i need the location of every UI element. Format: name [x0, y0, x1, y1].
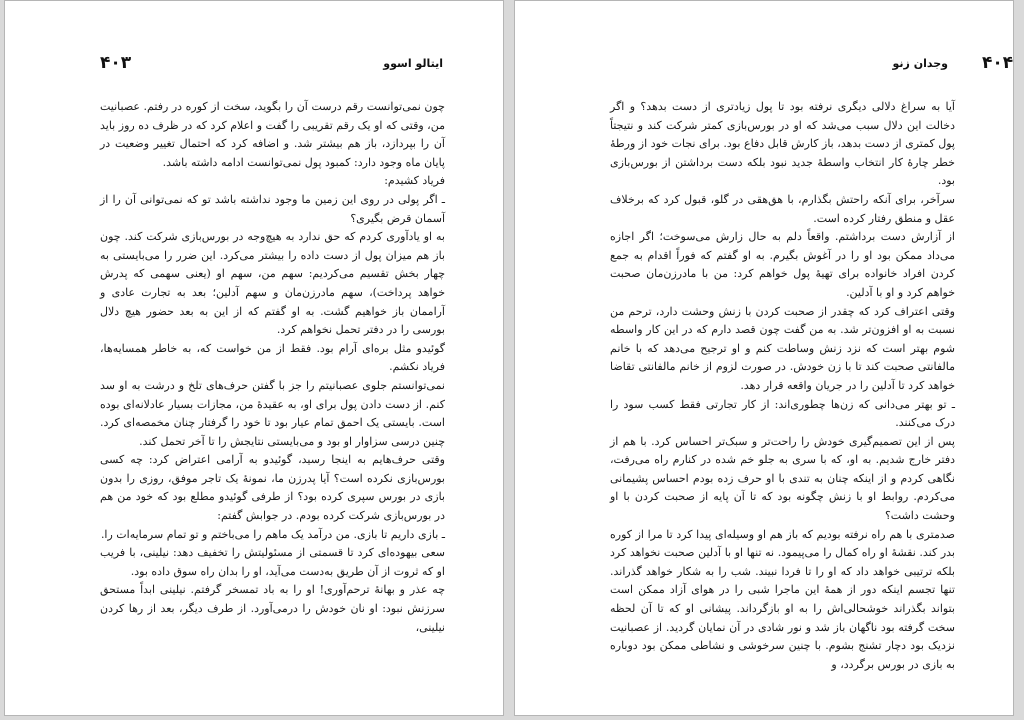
right-page-header [610, 53, 1014, 79]
paragraph: فریاد کشیدم: [384, 174, 445, 188]
paragraph: به او یادآوری کردم که حق ندارد به هیچ‌وجه در بورس‌بازی شرکت کند. چون باز هم میزان پول از دست داده را بیشتر می‌کرد. این ضرر را می‌بایستی به چهار بخش تقسیم می‌کردیم: سهم من، سهم او (یعنی سهمی که پدرش خواهد پرداخت)، سهم مادرزن‌مان و سهم آدلین؛ بعد به تجارت عادی و آراممان باز خواهیم گشت. به او گفتم که از این به بعد حضور هیچ دلال بورسی را در دفتر تحمل نخواهم کرد. [100, 230, 445, 337]
right-page [514, 0, 1014, 716]
paragraph: گوئیدو مثل بره‌ای آرام بود. فقط از من خواست که، به خاطر همسایه‌ها، فریاد نکشم. [100, 341, 445, 374]
paragraph: ـ اگر پولی در روی این زمین ما وجود نداشته باشد تو که نمی‌توانی آن را از آسمان قرض بگیری؟ [100, 192, 445, 225]
paragraph: چه عذر و بهانهٔ ترحم‌آوری! او را به باد تمسخر گرفتم. نیلینی ابداً مستحق سرزنش نبود: او نان خودش را درمی‌آورد. از طرف دیگر، بعد از رها کردن نیلینی، [100, 583, 445, 634]
right-page-body [610, 98, 955, 674]
right-running-title: وجدان زنو [892, 57, 948, 70]
paragraph: صدمتری با هم راه نرفته بودیم که باز هم او وسیله‌ای پیدا کرد تا مرا از کوره بدر کند. نقشهٔ او راه کمال را می‌پیمود. نه تنها او با آدلین صحبت نخواهد کرد بلکه ترتیبی خواهد داد که او را تا فردا نبیند. شب را به شکار خواهد گذراند. تنها تجسم اینکه دور از همهٔ این ماجرا شبی را در هوای آزاد ممکن است بتواند بگذراند خوشحالی‌اش را به او بازگرداند. پیشانی او که تا آن لحظه سخت گرفته بود ناگهان باز شد و نور شادی در آن نمایان گردید. از عصبانیت نزدیک بود دچار تشنج بشوم. با چنین سرخوشی و نشاطی ممکن بود دوباره به بازی در بورس برگردد، و [610, 527, 955, 671]
left-running-title: ایتالو اسوو [383, 57, 443, 70]
left-page-header [100, 53, 443, 79]
right-page-number: ۴۰۴ [982, 53, 1014, 73]
paragraph: سعی بیهوده‌ای کرد تا قسمتی از مسئولیتش را تخفیف دهد: نیلینی، با فریب او که ثروت از آن طریق به‌دست می‌آید، او را بدان راه سوق داده بود. [100, 546, 445, 578]
paragraph: سرآخر، برای آنکه راحتش بگذارم، با هق‌هقی در گلو، قبول کرد که برخلاف عقل و منطق رفتار کرده است. [610, 192, 955, 225]
paragraph: وقتی حرف‌هایم به اینجا رسید، گوئیدو به آرامی اعتراض کرد: چه کسی بورس‌بازی نکرده است؟ آیا پدرزن ما، نمونهٔ یک تاجر موفق، روزی را بدون بازی در بورس سپری کرده بود؟ از طرفی گوئیدو مطلع بود که خود من هم در بورس‌بازی شرکت کرده بودم. در جوابش گفتم: [100, 453, 445, 523]
paragraph: چون نمی‌توانست رقم درست آن را بگوید، سخت از کوره در رفتم. عصبانیت من، وقتی که او یک رقم تقریبی را گفت و اعلام کرد که در ظرف ده روز باید آن را بپردازد، باز هم بیشتر شد. و اضافه کرد که احتمال تغییر وضعیت در پایان ماه وجود دارد: کمبود پول نمی‌توانست ادامه داشته باشد. [100, 100, 445, 169]
left-page-body [100, 98, 445, 637]
paragraph: نمی‌توانستم جلوی عصبانیتم را جز با گفتن حرف‌های تلخ و درشت به او سد کنم. از دست دادن پول برای او، به عقیدهٔ من، مجازات بسیار عادلانه‌ای بوده است. بایستی یک احمق تمام عیار بود تا خود را گرفتار چنان مخمصه‌ای کرد. چنین درسی سزاوار او بود و می‌بایستی نتایجش را تا آخر تحمل کند. [100, 378, 445, 448]
paragraph: ـ بازی داریم تا بازی. من درآمد یک ماهم را می‌باختم و تو تمام سرمایه‌ات را. [100, 527, 445, 541]
paragraph: پس از این تصمیم‌گیری خودش را راحت‌تر و سبک‌تر احساس کرد. با هم از دفتر خارج شدیم. به او، که با سری به جلو خم شده در کنارم راه می‌رفت، نگاهی کردم و از اینکه چنان به تندی با او حرف زده بودم احساس پشیمانی می‌کردم. روابط او با زنش چگونه بود که تا آن پایه از صحبت کردن با او وحشت داشت؟ [610, 434, 955, 523]
paragraph: ـ تو بهتر می‌دانی که زن‌ها چطوری‌اند: از کار تجارتی فقط کسب سود را درک می‌کنند. [610, 397, 955, 430]
left-page-number: ۴۰۳ [100, 53, 132, 73]
paragraph: از آزارش دست برداشتم. واقعاً دلم به حال زارش می‌سوخت؛ اگر اجازه می‌داد ممکن بود او را در آغوش بگیرم. به او گفتم که فوراً اقدام به جمع کردن افراد خانواده برای تهیهٔ پول خواهم کرد: من با مادرزن‌مان صحبت خواهم کرد و او با آدلین. [610, 230, 955, 299]
paragraph: آیا به سراغ دلالی دیگری نرفته بود تا پول زیادتری از دست بدهد؟ و اگر دخالت این دلال سبب می‌شد که او در بورس‌بازی کمتر شرکت کند و نتیجتاً پول کمتری از دست بدهد، باز کارش قابل دفاع بود. برای نجات خود از ورطهٔ خطر چارهٔ کار انتخاب واسطهٔ جدید نبود بلکه دست برداشتن از بورس‌بازی بود. [610, 100, 955, 188]
left-page [4, 0, 504, 716]
paragraph: وقتی اعتراف کرد که چقدر از صحبت کردن با زنش وحشت دارد، ترحم من نسبت به او افزون‌تر شد. به من گفت چون قصد دارم که در این کار واسطه شوم بهتر است که نزد زنش وساطت کنم و او ترجیح می‌دهد که با خانم مالفانتی صحبت کند تا با زن خودش. در صورت لزوم از خانم مالفانتی تقاضا خواهد کرد تا آدلین را در جریان واقعه قرار دهد. [610, 304, 955, 392]
